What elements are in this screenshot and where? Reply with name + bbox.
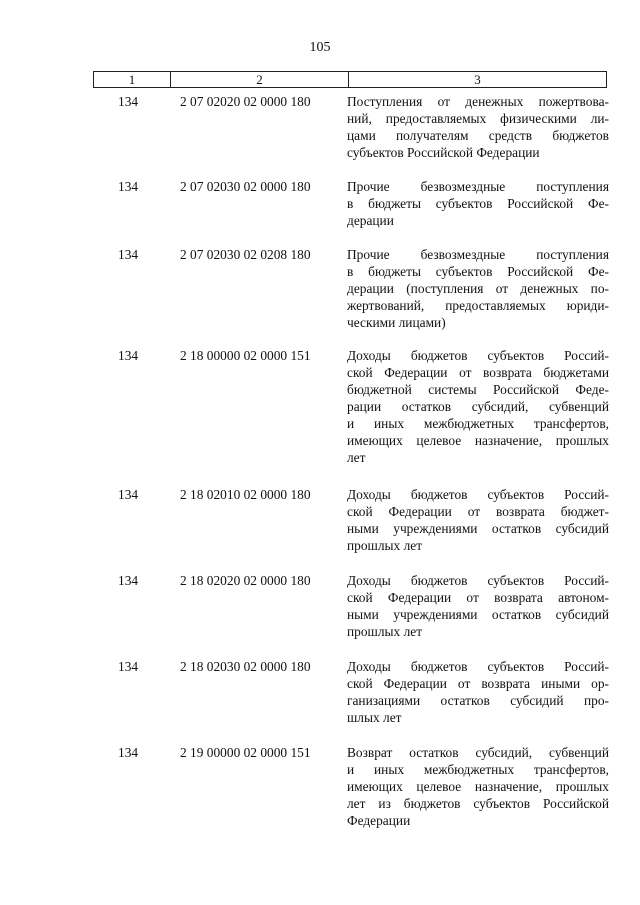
admin-code: 134 xyxy=(118,745,139,760)
description-line: ской Федерации от возврата бюджет- xyxy=(347,504,609,519)
admin-code: 134 xyxy=(118,487,139,502)
description-line: в бюджеты субъектов Российской Фе- xyxy=(347,264,609,279)
header-col-3: 3 xyxy=(474,72,481,87)
description-line: ской Федерации от возврата автоном- xyxy=(347,590,609,605)
description-line: и иных межбюджетных трансфертов, xyxy=(347,416,609,431)
description-line: ской Федерации от возврата бюджетами xyxy=(347,365,609,380)
description-line: субъектов Российской Федерации xyxy=(347,145,540,160)
classification-code: 2 18 00000 02 0000 151 xyxy=(180,348,311,363)
description-line: бюджетной системы Российской Феде- xyxy=(347,382,609,397)
description xyxy=(347,246,609,331)
description-line: Доходы бюджетов субъектов Россий- xyxy=(347,348,609,363)
description-line: Доходы бюджетов субъектов Россий- xyxy=(347,659,609,674)
admin-code: 134 xyxy=(118,94,139,109)
description xyxy=(347,486,609,554)
admin-code: 134 xyxy=(118,247,139,262)
admin-code: 134 xyxy=(118,179,139,194)
description-line: имеющих целевое назначение, прошлых xyxy=(347,433,609,448)
classification-code: 2 07 02020 02 0000 180 xyxy=(180,94,311,109)
description-line: ний, предоставляемых физическими ли- xyxy=(347,111,609,126)
description-line: дерации (поступления от денежных по- xyxy=(347,281,609,296)
classification-code: 2 07 02030 02 0000 180 xyxy=(180,179,311,194)
admin-code: 134 xyxy=(118,573,139,588)
header-col-2: 2 xyxy=(171,72,349,87)
description-line: лет из бюджетов субъектов Российской xyxy=(347,796,609,811)
page-number: 105 xyxy=(309,40,331,55)
description-line: прошлых лет xyxy=(347,538,423,553)
description-line: дерации xyxy=(347,213,394,228)
classification-code: 2 19 00000 02 0000 151 xyxy=(180,745,311,760)
table-header xyxy=(93,71,607,88)
description-line: Доходы бюджетов субъектов Россий- xyxy=(347,573,609,588)
description-line: в бюджеты субъектов Российской Фе- xyxy=(347,196,609,211)
classification-code: 2 18 02020 02 0000 180 xyxy=(180,573,311,588)
description-line: Доходы бюджетов субъектов Россий- xyxy=(347,487,609,502)
description xyxy=(347,178,609,229)
description xyxy=(347,658,609,726)
description xyxy=(347,93,609,161)
classification-code: 2 07 02030 02 0208 180 xyxy=(180,247,311,262)
description-line: жертвований, предоставляемых юриди- xyxy=(347,298,609,313)
description-line: ской Федерации от возврата иными ор- xyxy=(347,676,609,691)
header-col-1: 1 xyxy=(94,72,171,87)
admin-code: 134 xyxy=(118,659,139,674)
classification-code: 2 18 02030 02 0000 180 xyxy=(180,659,311,674)
description xyxy=(347,347,609,466)
description-line: ными учреждениями остатков субсидий xyxy=(347,521,609,536)
description-line: рации остатков субсидий, субвенций xyxy=(347,399,609,414)
description-line: шлых лет xyxy=(347,710,402,725)
description-line: Возврат остатков субсидий, субвенций xyxy=(347,745,609,760)
description-line: лет xyxy=(347,450,366,465)
description-line: цами получателям средств бюджетов xyxy=(347,128,609,143)
classification-code: 2 18 02010 02 0000 180 xyxy=(180,487,311,502)
description-line: и иных межбюджетных трансфертов, xyxy=(347,762,609,777)
description xyxy=(347,744,609,829)
admin-code: 134 xyxy=(118,348,139,363)
description-line: Прочие безвозмездные поступления xyxy=(347,247,609,262)
description-line: Федерации xyxy=(347,813,411,828)
description xyxy=(347,572,609,640)
description-line: Прочие безвозмездные поступления xyxy=(347,179,609,194)
description-line: ческими лицами) xyxy=(347,315,446,330)
description-line: ными учреждениями остатков субсидий xyxy=(347,607,609,622)
description-line: Поступления от денежных пожертвова- xyxy=(347,94,609,109)
description-line: прошлых лет xyxy=(347,624,423,639)
description-line: ганизациями остатков субсидий про- xyxy=(347,693,609,708)
description-line: имеющих целевое назначение, прошлых xyxy=(347,779,609,794)
